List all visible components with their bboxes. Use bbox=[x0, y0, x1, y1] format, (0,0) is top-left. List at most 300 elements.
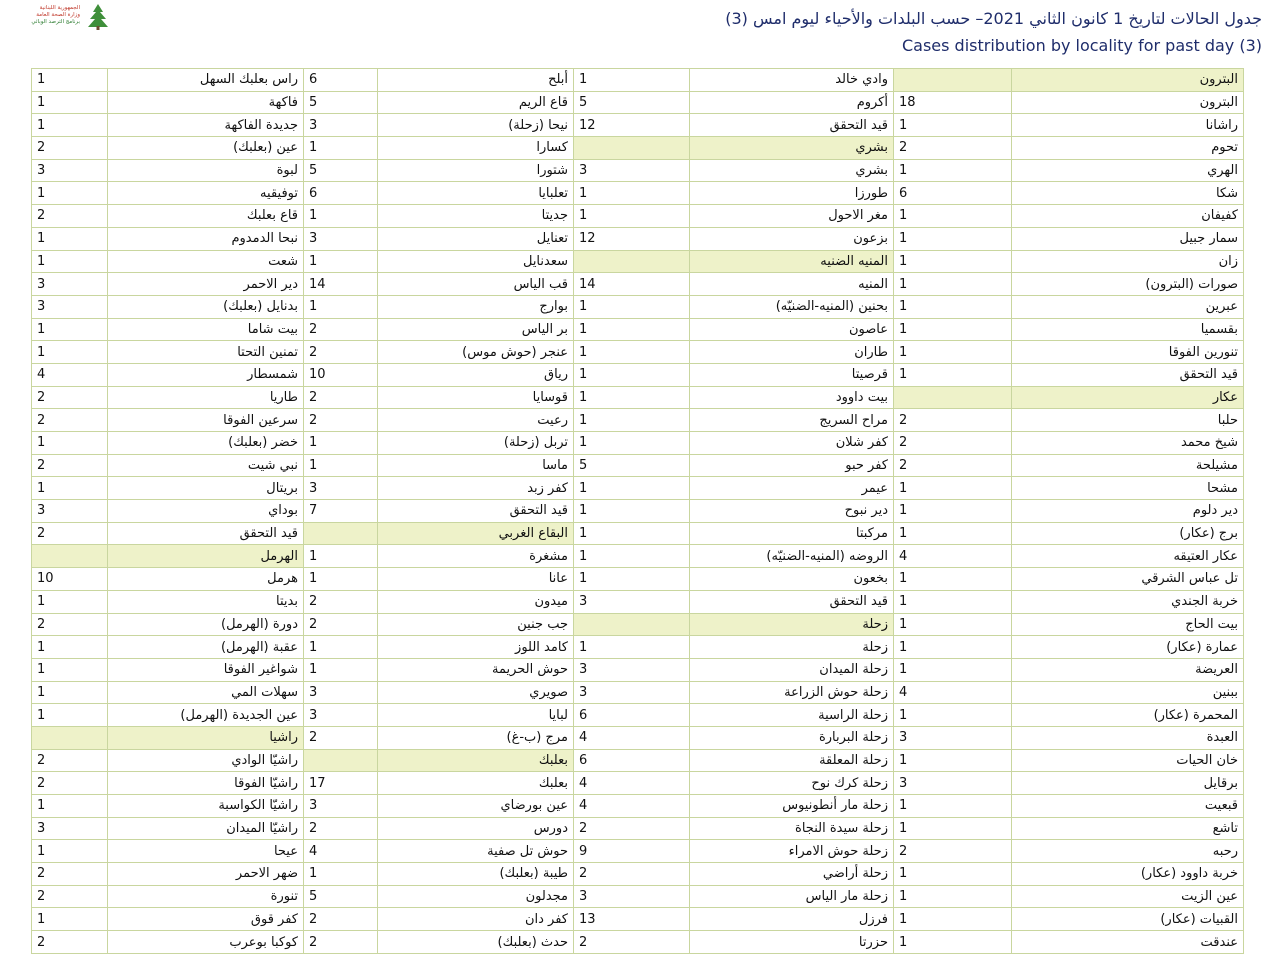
case-count: 2 bbox=[304, 341, 378, 364]
locality-name: ببنين bbox=[1012, 681, 1244, 704]
locality-name: الهري bbox=[1012, 159, 1244, 182]
case-count: 1 bbox=[32, 250, 108, 273]
case-count: 3 bbox=[304, 681, 378, 704]
locality-name: حوش الحريمة bbox=[378, 658, 574, 681]
locality-name: تنورة bbox=[108, 885, 304, 908]
locality-name: زحلة حوش الامراء bbox=[690, 840, 894, 863]
case-count: 1 bbox=[574, 636, 690, 659]
case-count: 1 bbox=[894, 227, 1012, 250]
locality-name: زحلة سيدة النجاة bbox=[690, 817, 894, 840]
locality-name: قيد التحقق bbox=[690, 590, 894, 613]
locality-name: تعلبايا bbox=[378, 182, 574, 205]
case-count: 1 bbox=[894, 522, 1012, 545]
logo-line-1: الجمهورية اللبنانية bbox=[39, 5, 80, 11]
table-row bbox=[32, 341, 1244, 364]
case-count: 6 bbox=[574, 749, 690, 772]
table-row bbox=[32, 182, 1244, 205]
locality-name: قيد التحقق bbox=[378, 500, 574, 523]
locality-name: رعيت bbox=[378, 409, 574, 432]
locality-name: نبحا الدمدوم bbox=[108, 227, 304, 250]
locality-name: دير دلوم bbox=[1012, 500, 1244, 523]
locality-name: توفيقيه bbox=[108, 182, 304, 205]
locality-name: المنيه bbox=[690, 273, 894, 296]
table-row bbox=[32, 636, 1244, 659]
case-count: 2 bbox=[32, 409, 108, 432]
case-count: 5 bbox=[304, 91, 378, 114]
case-count: 2 bbox=[304, 409, 378, 432]
locality-name: مشيلحة bbox=[1012, 454, 1244, 477]
case-count bbox=[894, 386, 1012, 409]
locality-name: العريضة bbox=[1012, 658, 1244, 681]
locality-name: كفر شلان bbox=[690, 432, 894, 455]
case-count: 1 bbox=[894, 341, 1012, 364]
case-count: 2 bbox=[574, 863, 690, 886]
locality-name: طيبة (بعلبك) bbox=[378, 863, 574, 886]
locality-name: قب الياس bbox=[378, 273, 574, 296]
locality-name: تعنايل bbox=[378, 227, 574, 250]
case-count: 3 bbox=[894, 726, 1012, 749]
case-count: 1 bbox=[304, 137, 378, 160]
table-row bbox=[32, 386, 1244, 409]
case-count: 1 bbox=[894, 658, 1012, 681]
table-row bbox=[32, 840, 1244, 863]
locality-name: زحلة الميدان bbox=[690, 658, 894, 681]
locality-name: قرصيتا bbox=[690, 363, 894, 386]
case-count: 1 bbox=[574, 69, 690, 92]
locality-name: مشحا bbox=[1012, 477, 1244, 500]
locality-name: قاع الريم bbox=[378, 91, 574, 114]
locality-name: راشيّا الميدان bbox=[108, 817, 304, 840]
case-count: 2 bbox=[574, 817, 690, 840]
region-header: عكار bbox=[1012, 386, 1244, 409]
locality-name: زحلة أراضي bbox=[690, 863, 894, 886]
locality-name: عبرين bbox=[1012, 295, 1244, 318]
locality-name: طاريا bbox=[108, 386, 304, 409]
locality-name: حوش تل صفية bbox=[378, 840, 574, 863]
locality-name: زحلة حوش الزراعة bbox=[690, 681, 894, 704]
case-count: 1 bbox=[894, 295, 1012, 318]
case-count: 1 bbox=[894, 590, 1012, 613]
case-count: 1 bbox=[894, 704, 1012, 727]
case-count: 1 bbox=[894, 817, 1012, 840]
case-count: 3 bbox=[894, 772, 1012, 795]
table-row bbox=[32, 432, 1244, 455]
locality-name: عين (بعلبك) bbox=[108, 137, 304, 160]
table-row bbox=[32, 318, 1244, 341]
locality-name: راشيّا الفوقا bbox=[108, 772, 304, 795]
case-count: 1 bbox=[304, 658, 378, 681]
case-count: 2 bbox=[304, 931, 378, 954]
case-count: 1 bbox=[894, 477, 1012, 500]
locality-name: صورات (البترون) bbox=[1012, 273, 1244, 296]
locality-name: عكار العتيقه bbox=[1012, 545, 1244, 568]
table-row bbox=[32, 704, 1244, 727]
locality-name: عقبة (الهرمل) bbox=[108, 636, 304, 659]
logo-text bbox=[8, 5, 80, 26]
table-row bbox=[32, 658, 1244, 681]
case-count: 10 bbox=[304, 363, 378, 386]
locality-name: مركبتا bbox=[690, 522, 894, 545]
locality-name: زحلة الراسية bbox=[690, 704, 894, 727]
locality-name: نيحا (زحلة) bbox=[378, 114, 574, 137]
ministry-logo bbox=[8, 3, 112, 31]
table-row bbox=[32, 250, 1244, 273]
case-count: 1 bbox=[574, 477, 690, 500]
case-count: 1 bbox=[894, 159, 1012, 182]
locality-name: طاران bbox=[690, 341, 894, 364]
locality-name: فاكهة bbox=[108, 91, 304, 114]
case-count bbox=[32, 545, 108, 568]
case-count: 3 bbox=[574, 590, 690, 613]
locality-name: البترون bbox=[1012, 91, 1244, 114]
locality-name: طورزا bbox=[690, 182, 894, 205]
table-row bbox=[32, 726, 1244, 749]
locality-name: لبوة bbox=[108, 159, 304, 182]
case-count: 1 bbox=[894, 636, 1012, 659]
locality-name: عنجر (حوش موس) bbox=[378, 341, 574, 364]
case-count: 2 bbox=[32, 522, 108, 545]
locality-name: قبعيت bbox=[1012, 795, 1244, 818]
locality-name: عين الزيت bbox=[1012, 885, 1244, 908]
case-count: 1 bbox=[304, 432, 378, 455]
case-count: 1 bbox=[574, 363, 690, 386]
case-count: 2 bbox=[894, 432, 1012, 455]
case-count: 1 bbox=[304, 205, 378, 228]
locality-name: بيت شاما bbox=[108, 318, 304, 341]
locality-name: بيت الحاج bbox=[1012, 613, 1244, 636]
case-count: 1 bbox=[32, 681, 108, 704]
region-header: راشيا bbox=[108, 726, 304, 749]
case-count: 2 bbox=[32, 863, 108, 886]
locality-name: عانا bbox=[378, 568, 574, 591]
locality-name: تربل (زحلة) bbox=[378, 432, 574, 455]
case-count: 2 bbox=[894, 137, 1012, 160]
case-count: 1 bbox=[32, 432, 108, 455]
case-count: 6 bbox=[574, 704, 690, 727]
table-row bbox=[32, 363, 1244, 386]
case-count: 2 bbox=[304, 318, 378, 341]
case-count: 3 bbox=[574, 885, 690, 908]
case-count: 1 bbox=[32, 114, 108, 137]
case-count: 2 bbox=[32, 931, 108, 954]
locality-name: لبايا bbox=[378, 704, 574, 727]
case-count bbox=[574, 250, 690, 273]
cedar-tree-icon bbox=[84, 3, 112, 31]
cases-table bbox=[31, 68, 1244, 954]
locality-name: قيد التحقق bbox=[690, 114, 894, 137]
case-count: 4 bbox=[304, 840, 378, 863]
locality-name: فرزل bbox=[690, 908, 894, 931]
case-count: 17 bbox=[304, 772, 378, 795]
locality-name: زحلة المعلقة bbox=[690, 749, 894, 772]
locality-name: شيخ محمد bbox=[1012, 432, 1244, 455]
case-count: 1 bbox=[32, 658, 108, 681]
locality-name: حدث (بعلبك) bbox=[378, 931, 574, 954]
locality-name: سرعين الفوقا bbox=[108, 409, 304, 432]
locality-name: كفر قوق bbox=[108, 908, 304, 931]
locality-name: سعدنايل bbox=[378, 250, 574, 273]
table-row bbox=[32, 613, 1244, 636]
case-count: 2 bbox=[304, 590, 378, 613]
case-count: 1 bbox=[304, 568, 378, 591]
case-count: 4 bbox=[574, 726, 690, 749]
case-count: 1 bbox=[304, 250, 378, 273]
case-count: 1 bbox=[894, 908, 1012, 931]
case-count: 3 bbox=[574, 159, 690, 182]
case-count: 2 bbox=[304, 908, 378, 931]
case-count: 3 bbox=[574, 658, 690, 681]
case-count: 1 bbox=[894, 500, 1012, 523]
locality-name: بقسميا bbox=[1012, 318, 1244, 341]
case-count: 13 bbox=[574, 908, 690, 931]
locality-name: خربة الجندي bbox=[1012, 590, 1244, 613]
case-count: 2 bbox=[32, 386, 108, 409]
page-title-english: Cases distribution by locality for past day (3) bbox=[901, 36, 1262, 55]
table-row bbox=[32, 931, 1244, 954]
case-count: 1 bbox=[32, 227, 108, 250]
locality-name: ميدون bbox=[378, 590, 574, 613]
locality-name: خضر (بعلبك) bbox=[108, 432, 304, 455]
locality-name: راس بعلبك السهل bbox=[108, 69, 304, 92]
region-header: بشري bbox=[690, 137, 894, 160]
locality-name: العبدة bbox=[1012, 726, 1244, 749]
table-row bbox=[32, 159, 1244, 182]
case-count: 2 bbox=[574, 931, 690, 954]
locality-name: خان الحيات bbox=[1012, 749, 1244, 772]
locality-name: شمسطار bbox=[108, 363, 304, 386]
locality-name: كفر زبد bbox=[378, 477, 574, 500]
case-count: 1 bbox=[32, 704, 108, 727]
case-count: 1 bbox=[32, 795, 108, 818]
case-count: 3 bbox=[304, 704, 378, 727]
case-count: 1 bbox=[894, 749, 1012, 772]
case-count: 3 bbox=[32, 817, 108, 840]
case-count: 1 bbox=[32, 908, 108, 931]
locality-name: برج (عكار) bbox=[1012, 522, 1244, 545]
case-count: 1 bbox=[574, 432, 690, 455]
case-count: 5 bbox=[304, 885, 378, 908]
table-row bbox=[32, 908, 1244, 931]
locality-name: دورة (الهرمل) bbox=[108, 613, 304, 636]
case-count: 1 bbox=[574, 545, 690, 568]
region-header: بعلبك bbox=[378, 749, 574, 772]
case-count: 1 bbox=[574, 386, 690, 409]
locality-name: شعت bbox=[108, 250, 304, 273]
locality-name: بحنين (المنيه-الضنيّه) bbox=[690, 295, 894, 318]
region-header: زحلة bbox=[690, 613, 894, 636]
locality-name: راشانا bbox=[1012, 114, 1244, 137]
locality-name: بر الياس bbox=[378, 318, 574, 341]
locality-name: عاصون bbox=[690, 318, 894, 341]
locality-name: بزعون bbox=[690, 227, 894, 250]
locality-name: بوارج bbox=[378, 295, 574, 318]
locality-name: أبلح bbox=[378, 69, 574, 92]
locality-name: كامد اللوز bbox=[378, 636, 574, 659]
case-count: 2 bbox=[304, 613, 378, 636]
locality-name: زحلة مار الياس bbox=[690, 885, 894, 908]
locality-name: شواغير الفوقا bbox=[108, 658, 304, 681]
locality-name: تاشع bbox=[1012, 817, 1244, 840]
case-count: 1 bbox=[32, 341, 108, 364]
locality-name: جديتا bbox=[378, 205, 574, 228]
locality-name: كوكبا بوعرب bbox=[108, 931, 304, 954]
locality-name: مرج (ب-غ) bbox=[378, 726, 574, 749]
logo-line-3: برنامج الترصد الوبائي bbox=[31, 19, 80, 25]
case-count: 1 bbox=[32, 840, 108, 863]
table-row bbox=[32, 817, 1244, 840]
locality-name: تنورين الفوقا bbox=[1012, 341, 1244, 364]
locality-name: مشغرة bbox=[378, 545, 574, 568]
case-count: 12 bbox=[574, 227, 690, 250]
locality-name: تمنين التحتا bbox=[108, 341, 304, 364]
locality-name: بوداي bbox=[108, 500, 304, 523]
table-row bbox=[32, 205, 1244, 228]
locality-name: عيحا bbox=[108, 840, 304, 863]
table-row bbox=[32, 114, 1244, 137]
case-count: 1 bbox=[894, 885, 1012, 908]
case-count: 3 bbox=[304, 227, 378, 250]
locality-name: رحبه bbox=[1012, 840, 1244, 863]
locality-name: ماسا bbox=[378, 454, 574, 477]
case-count: 2 bbox=[894, 840, 1012, 863]
case-count: 3 bbox=[32, 159, 108, 182]
case-count: 1 bbox=[894, 568, 1012, 591]
locality-name: بديتا bbox=[108, 590, 304, 613]
case-count bbox=[304, 522, 378, 545]
table-row bbox=[32, 500, 1244, 523]
table-row bbox=[32, 273, 1244, 296]
case-count: 1 bbox=[894, 318, 1012, 341]
case-count: 3 bbox=[304, 795, 378, 818]
case-count: 1 bbox=[894, 250, 1012, 273]
case-count bbox=[304, 749, 378, 772]
case-count: 1 bbox=[574, 205, 690, 228]
table-row bbox=[32, 91, 1244, 114]
case-count: 6 bbox=[304, 69, 378, 92]
locality-name: قيد التحقق bbox=[1012, 363, 1244, 386]
locality-name: عمارة (عكار) bbox=[1012, 636, 1244, 659]
case-count: 2 bbox=[304, 817, 378, 840]
case-count: 1 bbox=[574, 522, 690, 545]
locality-name: أكروم bbox=[690, 91, 894, 114]
case-count: 12 bbox=[574, 114, 690, 137]
case-count: 1 bbox=[894, 273, 1012, 296]
locality-name: زحلة مار أنطونيوس bbox=[690, 795, 894, 818]
page-header bbox=[0, 0, 1280, 64]
case-count: 1 bbox=[304, 454, 378, 477]
region-header: الهرمل bbox=[108, 545, 304, 568]
locality-name: جديدة الفاكهة bbox=[108, 114, 304, 137]
table-row bbox=[32, 590, 1244, 613]
case-count: 1 bbox=[32, 477, 108, 500]
locality-name: كفر حبو bbox=[690, 454, 894, 477]
case-count: 1 bbox=[574, 182, 690, 205]
locality-name: قيد التحقق bbox=[108, 522, 304, 545]
locality-name: زحلة bbox=[690, 636, 894, 659]
case-count: 1 bbox=[32, 91, 108, 114]
locality-name: تحوم bbox=[1012, 137, 1244, 160]
table-row bbox=[32, 795, 1244, 818]
locality-name: كفيفان bbox=[1012, 205, 1244, 228]
table-row bbox=[32, 409, 1244, 432]
case-count: 4 bbox=[574, 795, 690, 818]
case-count: 2 bbox=[32, 749, 108, 772]
region-header: المنيه الضنيه bbox=[690, 250, 894, 273]
locality-name: القبيات (عكار) bbox=[1012, 908, 1244, 931]
locality-name: خربة داوود (عكار) bbox=[1012, 863, 1244, 886]
case-count: 2 bbox=[304, 726, 378, 749]
locality-name: بدنايل (بعلبك) bbox=[108, 295, 304, 318]
case-count: 1 bbox=[574, 295, 690, 318]
locality-name: برقايل bbox=[1012, 772, 1244, 795]
locality-name: مراح السريج bbox=[690, 409, 894, 432]
case-count: 18 bbox=[894, 91, 1012, 114]
case-count: 2 bbox=[32, 885, 108, 908]
case-count: 14 bbox=[574, 273, 690, 296]
case-count: 1 bbox=[304, 545, 378, 568]
case-count: 1 bbox=[894, 613, 1012, 636]
case-count: 4 bbox=[894, 545, 1012, 568]
case-count: 1 bbox=[32, 636, 108, 659]
locality-name: حلبا bbox=[1012, 409, 1244, 432]
locality-name: شكا bbox=[1012, 182, 1244, 205]
case-count: 4 bbox=[894, 681, 1012, 704]
case-count: 10 bbox=[32, 568, 108, 591]
case-count bbox=[574, 137, 690, 160]
locality-name: صويري bbox=[378, 681, 574, 704]
case-count: 2 bbox=[32, 137, 108, 160]
locality-name: وادي خالد bbox=[690, 69, 894, 92]
locality-name: رياق bbox=[378, 363, 574, 386]
case-count: 2 bbox=[32, 772, 108, 795]
locality-name: زان bbox=[1012, 250, 1244, 273]
region-header: البقاع الغربي bbox=[378, 522, 574, 545]
locality-name: بعلبك bbox=[378, 772, 574, 795]
case-count: 1 bbox=[304, 863, 378, 886]
case-count: 1 bbox=[894, 795, 1012, 818]
case-count: 1 bbox=[574, 500, 690, 523]
locality-name: عيمر bbox=[690, 477, 894, 500]
locality-name: دير نبوح bbox=[690, 500, 894, 523]
case-count: 1 bbox=[574, 318, 690, 341]
case-count: 5 bbox=[574, 454, 690, 477]
case-count: 2 bbox=[894, 409, 1012, 432]
case-count: 3 bbox=[574, 681, 690, 704]
case-count: 1 bbox=[894, 363, 1012, 386]
case-count: 1 bbox=[574, 341, 690, 364]
case-count: 1 bbox=[894, 863, 1012, 886]
table-row bbox=[32, 477, 1244, 500]
locality-name: زحلة البربارة bbox=[690, 726, 894, 749]
locality-name: المحمرة (عكار) bbox=[1012, 704, 1244, 727]
locality-name: بيت داوود bbox=[690, 386, 894, 409]
case-count: 6 bbox=[894, 182, 1012, 205]
case-count: 4 bbox=[32, 363, 108, 386]
locality-name: بشري bbox=[690, 159, 894, 182]
case-count: 2 bbox=[32, 205, 108, 228]
locality-name: عين الجديدة (الهرمل) bbox=[108, 704, 304, 727]
locality-name: شتورا bbox=[378, 159, 574, 182]
locality-name: مغر الاحول bbox=[690, 205, 894, 228]
locality-name: حزرتا bbox=[690, 931, 894, 954]
case-count: 1 bbox=[894, 114, 1012, 137]
table-row bbox=[32, 863, 1244, 886]
case-count: 5 bbox=[574, 91, 690, 114]
table-row bbox=[32, 568, 1244, 591]
case-count: 1 bbox=[32, 318, 108, 341]
case-count bbox=[574, 613, 690, 636]
region-header: البترون bbox=[1012, 69, 1244, 92]
